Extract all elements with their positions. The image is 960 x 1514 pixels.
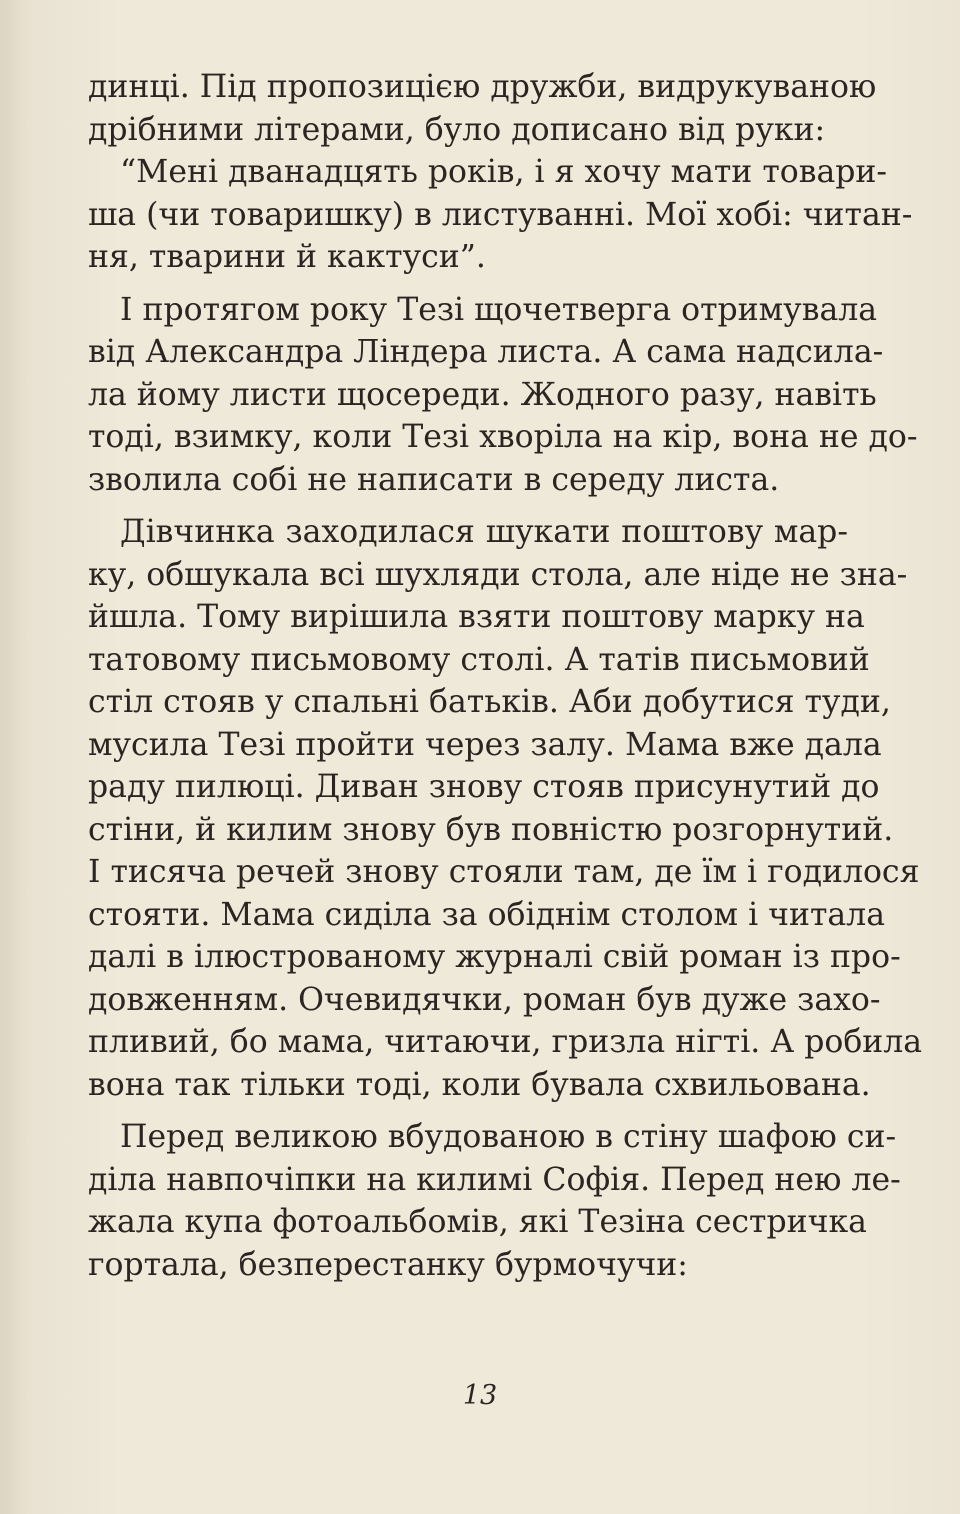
text-line: далі в ілюстрованому журналі свій роман із про- <box>88 939 901 975</box>
text-line: “Мені дванадцять років, і я хочу мати товари- <box>120 154 888 190</box>
text-line: діла навпочіпки на килимі Софія. Перед нею ле- <box>88 1161 901 1198</box>
text-line: пливий, бо мама, читаючи, гризла нігті. А робила <box>88 1024 923 1060</box>
text-line: стояти. Мама сиділа за обіднім столом і читала <box>88 896 885 933</box>
body-text <box>88 66 923 1286</box>
paragraph-1 <box>88 66 877 151</box>
paragraph-3 <box>88 289 918 502</box>
text-line: ку, обшукала всі шухляди стола, але ніде не зна- <box>88 556 908 593</box>
text-line: жала купа фотоальбомів, які Тезіна сестричка <box>88 1204 867 1240</box>
paragraph-2 <box>88 151 913 279</box>
text-line: стіни, й килим знову був повністю розгорнутий. <box>88 811 894 848</box>
text-line: зволила собі не написати в середу листа. <box>88 461 780 498</box>
text-line: від Александра Ліндера листа. А сама надсила- <box>88 334 884 370</box>
text-line: ня, тварини й кактуси”. <box>88 239 486 275</box>
paragraph-4 <box>88 511 923 1106</box>
text-line: довженням. Очевидячки, роман був дуже захо- <box>88 981 881 1018</box>
text-line: І тисяча речей знову стояли там, де їм і годилося <box>88 854 920 890</box>
text-line: дрібними літерами, було дописано від руки: <box>88 111 826 148</box>
text-line: ша (чи товаришку) в листуванні. Мої хобі: читан- <box>88 196 913 233</box>
text-line: динці. Під пропозицією дружби, видрукуваною <box>88 69 877 105</box>
text-line: гортала, безперестанку бурмочучи: <box>88 1246 688 1283</box>
paragraph-5 <box>88 1116 901 1286</box>
page-number: 13 <box>462 1380 498 1411</box>
text-line: мусила Тезі пройти через залу. Мама вже дала <box>88 726 882 763</box>
text-line: вона так тільки тоді, коли бувала схвильована. <box>88 1066 871 1103</box>
text-line: Перед великою вбудованою в стіну шафою си- <box>120 1119 897 1155</box>
text-line: Дівчинка заходилася шукати поштову мар- <box>120 514 848 550</box>
text-line: татовому письмовому столі. А татів письмовий <box>88 641 870 678</box>
text-line: І протягом року Тезі щочетверга отримувала <box>120 291 878 328</box>
text-line: ла йому листи щосереди. Жодного разу, навіть <box>88 376 877 413</box>
text-line: йшла. Тому вирішила взяти поштову марку на <box>88 599 865 635</box>
text-line: раду пилюці. Диван знову стояв присунутий до <box>88 769 880 805</box>
text-line: тоді, взимку, коли Тезі хворіла на кір, вона не до- <box>88 419 918 455</box>
text-line: стіл стояв у спальні батьків. Аби добутися туди, <box>88 684 891 720</box>
